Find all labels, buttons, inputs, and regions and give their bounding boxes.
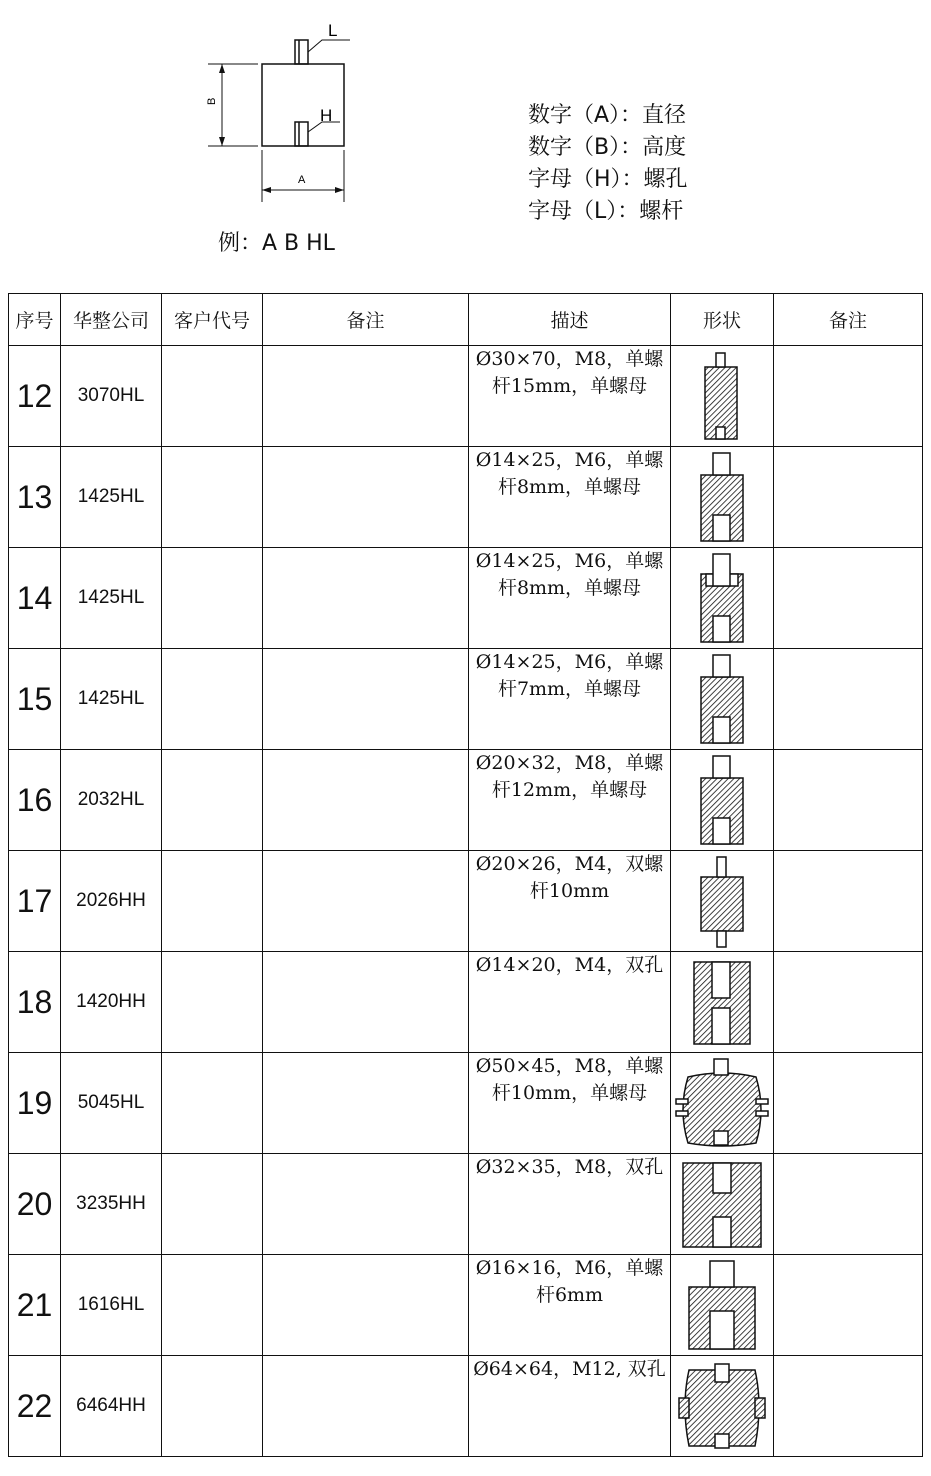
header-description: 描述: [469, 294, 671, 346]
row-remarks: [263, 346, 469, 447]
row-description: [469, 1356, 671, 1457]
row-index: 14: [9, 548, 61, 649]
row-description: [469, 649, 671, 750]
row-index: 21: [9, 1255, 61, 1356]
row-remarks-2: [774, 649, 923, 750]
row-company-code: 1425HL: [61, 548, 162, 649]
row-customer-code: [162, 1356, 263, 1457]
row-remarks-2: [774, 1053, 923, 1154]
row-customer-code: [162, 649, 263, 750]
legend-label-A: A: [298, 174, 306, 186]
row-description-line1: Ø14×25，M6，单螺: [475, 550, 664, 572]
row-remarks: [263, 1053, 469, 1154]
row-index: 13: [9, 447, 61, 548]
row-company-code: 2032HL: [61, 750, 162, 851]
row-company-code: 3070HL: [61, 346, 162, 447]
row-remarks: [263, 1255, 469, 1356]
row-shape: [671, 952, 774, 1053]
row-shape: [671, 447, 774, 548]
legend-definitions: [528, 100, 688, 228]
definition-h: 字母（H）：螺孔: [528, 167, 688, 192]
legend-label-L: L: [328, 21, 338, 40]
row-remarks-2: [774, 1255, 923, 1356]
table-row: [9, 346, 923, 447]
table-row: [9, 952, 923, 1053]
single-stud-nut-drawing: [671, 752, 773, 848]
row-description: [469, 346, 671, 447]
row-customer-code: [162, 750, 263, 851]
row-shape: [671, 1154, 774, 1255]
row-customer-code: [162, 851, 263, 952]
row-index: 22: [9, 1356, 61, 1457]
header-company-code: 华整公司: [61, 294, 162, 346]
row-customer-code: [162, 1053, 263, 1154]
row-remarks-2: [774, 548, 923, 649]
row-company-code: 1425HL: [61, 649, 162, 750]
header-remarks: 备注: [263, 294, 469, 346]
row-customer-code: [162, 952, 263, 1053]
header-customer-code: 客户代号: [162, 294, 263, 346]
row-description-line1: Ø30×70，M8，单螺: [475, 348, 664, 370]
row-remarks-2: [774, 952, 923, 1053]
row-shape: [671, 1255, 774, 1356]
row-remarks: [263, 1356, 469, 1457]
barrel-stud-nut-drawing: [671, 1055, 773, 1151]
row-company-code: 2026HH: [61, 851, 162, 952]
row-customer-code: [162, 1255, 263, 1356]
example-code: 例：A B HL: [218, 231, 335, 256]
row-description-line2: 杆15mm，单螺母: [491, 375, 648, 397]
row-description: [469, 447, 671, 548]
table-header-row: [9, 294, 923, 346]
wide-double-hole-drawing: [671, 1157, 773, 1251]
row-remarks-2: [774, 1356, 923, 1457]
table-row: [9, 1053, 923, 1154]
row-customer-code: [162, 447, 263, 548]
row-company-code: 6464HH: [61, 1356, 162, 1457]
row-company-code: 1616HL: [61, 1255, 162, 1356]
row-shape: [671, 1053, 774, 1154]
tall-single-stud-nut-drawing: [671, 349, 773, 443]
row-remarks: [263, 548, 469, 649]
row-description-line2: 杆10mm，单螺母: [491, 1082, 648, 1104]
row-description-line1: Ø16×16，M6，单螺: [475, 1257, 664, 1279]
row-index: 17: [9, 851, 61, 952]
row-shape: [671, 548, 774, 649]
row-remarks: [263, 952, 469, 1053]
row-description-line1: Ø50×45，M8，单螺: [475, 1055, 664, 1077]
single-stud-nut-shoulder-drawing: [671, 550, 773, 646]
row-description-line1: Ø14×25，M6，单螺: [475, 651, 664, 673]
barrel-double-hole-drawing: [671, 1360, 773, 1452]
legend-label-B: B: [206, 97, 218, 105]
row-description-line2: 杆8mm，单螺母: [497, 577, 642, 599]
row-description: [469, 1053, 671, 1154]
row-shape: [671, 346, 774, 447]
row-description-line1: Ø20×32，M8，单螺: [475, 752, 664, 774]
legend-hole: [295, 122, 308, 146]
single-stud-nut-drawing: [671, 651, 773, 747]
row-description-line2: 杆6mm: [535, 1284, 604, 1306]
row-description-line1: Ø20×26，M4，双螺: [475, 853, 664, 875]
legend-stud: [295, 40, 308, 64]
row-customer-code: [162, 346, 263, 447]
definition-l: 字母（L）：螺杆: [528, 199, 684, 224]
row-remarks: [263, 851, 469, 952]
row-company-code: 1425HL: [61, 447, 162, 548]
row-description: [469, 548, 671, 649]
table-row: [9, 1154, 923, 1255]
short-stud-nut-drawing: [671, 1257, 773, 1353]
table-row: [9, 750, 923, 851]
legend-label-H: H: [320, 106, 333, 125]
legend-diagram: [190, 20, 360, 210]
row-index: 18: [9, 952, 61, 1053]
row-remarks: [263, 649, 469, 750]
double-stud-drawing: [671, 853, 773, 949]
legend-body: [262, 64, 344, 146]
row-description-line2: 杆10mm: [529, 880, 610, 902]
row-index: 20: [9, 1154, 61, 1255]
row-description-line1: Ø14×20，M4，双孔: [475, 954, 664, 976]
row-description: [469, 1154, 671, 1255]
row-shape: [671, 649, 774, 750]
row-customer-code: [162, 1154, 263, 1255]
row-remarks-2: [774, 1154, 923, 1255]
table-row: [9, 548, 923, 649]
row-description-line1: Ø64×64，M12, 双孔: [473, 1358, 666, 1380]
row-description: [469, 952, 671, 1053]
definition-b: 数字（B）：高度: [528, 135, 687, 160]
row-index: 16: [9, 750, 61, 851]
row-description-line2: 杆7mm，单螺母: [497, 678, 642, 700]
table-row: [9, 1356, 923, 1457]
row-shape: [671, 851, 774, 952]
row-shape: [671, 750, 774, 851]
row-shape: [671, 1356, 774, 1457]
row-remarks: [263, 750, 469, 851]
single-stud-nut-drawing: [671, 449, 773, 545]
row-index: 12: [9, 346, 61, 447]
row-remarks: [263, 447, 469, 548]
row-company-code: 1420HH: [61, 952, 162, 1053]
row-company-code: 3235HH: [61, 1154, 162, 1255]
row-index: 15: [9, 649, 61, 750]
double-hole-drawing: [671, 956, 773, 1048]
table-row: [9, 649, 923, 750]
row-index: 19: [9, 1053, 61, 1154]
spec-table: [8, 293, 923, 1457]
row-remarks: [263, 1154, 469, 1255]
row-description-line2: 杆8mm，单螺母: [497, 476, 642, 498]
table-row: [9, 447, 923, 548]
row-customer-code: [162, 548, 263, 649]
row-description-line1: Ø14×25，M6，单螺: [475, 449, 664, 471]
row-description-line2: 杆12mm，单螺母: [491, 779, 648, 801]
row-description-line1: Ø32×35，M8，双孔: [475, 1156, 664, 1178]
row-remarks-2: [774, 447, 923, 548]
row-company-code: 5045HL: [61, 1053, 162, 1154]
row-description: [469, 1255, 671, 1356]
header-remarks-2: 备注: [774, 294, 923, 346]
row-description: [469, 750, 671, 851]
definition-a: 数字（A）：直径: [528, 103, 687, 128]
table-row: [9, 851, 923, 952]
table-row: [9, 1255, 923, 1356]
row-description: [469, 851, 671, 952]
row-remarks-2: [774, 750, 923, 851]
row-remarks-2: [774, 346, 923, 447]
header-shape: 形状: [671, 294, 774, 346]
row-remarks-2: [774, 851, 923, 952]
header-index: 序号: [9, 294, 61, 346]
